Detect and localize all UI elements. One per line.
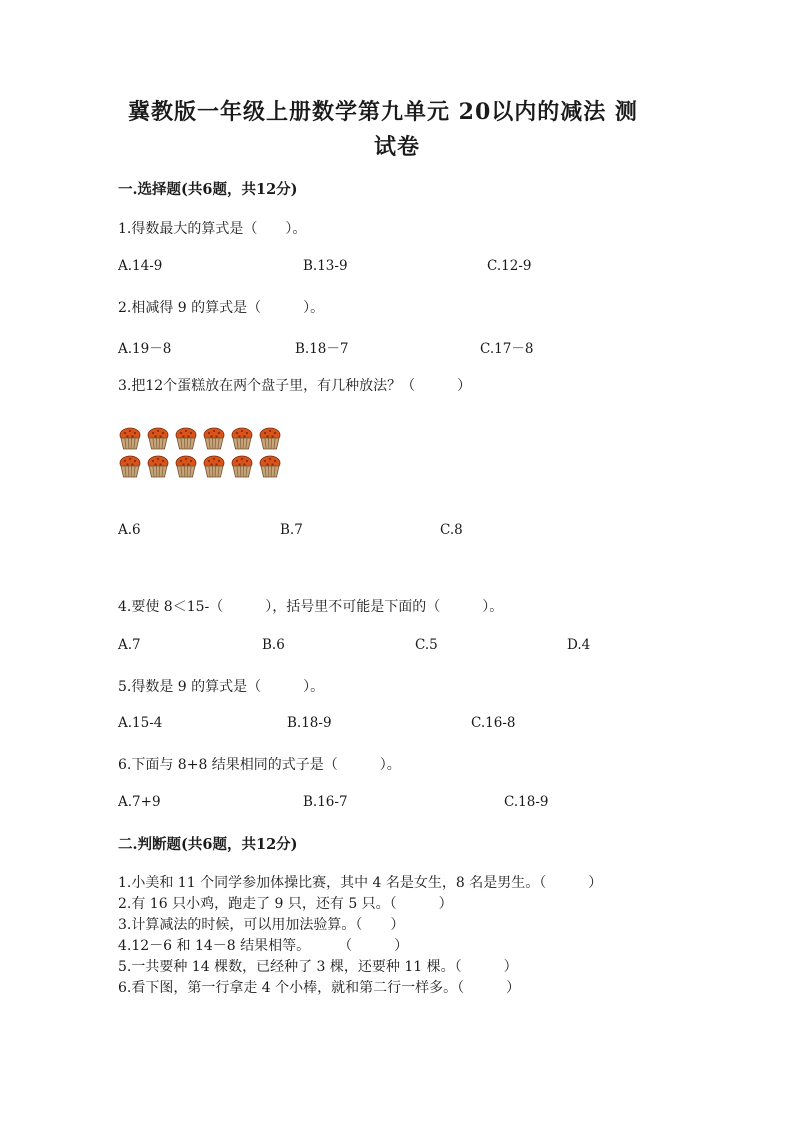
question-3: 3.把12个蛋糕放在两个盘子里，有几种放法？（ ） <box>118 378 472 394</box>
judgement-item-1: 1.小美和 11 个同学参加体操比赛，其中 4 名是女生，8 名是男生。（ ） <box>118 875 603 891</box>
cupcake-icon <box>202 454 226 478</box>
q6-option-c: C.18-9 <box>504 794 549 810</box>
q5-option-a: A.15-4 <box>118 715 163 731</box>
cupcake-icon <box>230 426 254 450</box>
cupcake-icon <box>202 426 226 450</box>
q5-option-b: B.18-9 <box>287 715 332 731</box>
section-heading-choice: 一.选择题(共6题，共12分) <box>118 181 298 198</box>
cupcake-icon <box>146 426 170 450</box>
q4-option-d: D.4 <box>567 637 591 653</box>
document-title-line2: 试卷 <box>374 134 421 160</box>
document-title-line1: 冀教版一年级上册数学第九单元 20以内的减法 测 <box>128 99 638 125</box>
cupcake-icon <box>118 426 142 450</box>
q2-option-a: A.19－8 <box>118 341 172 357</box>
q6-option-a: A.7+9 <box>118 794 161 810</box>
question-5: 5.得数是 9 的算式是（ ）。 <box>118 679 325 695</box>
judgement-item-5: 5.一共要种 14 棵数，已经种了 3 棵，还要种 11 棵。（ ） <box>118 959 518 975</box>
q3-option-b: B.7 <box>280 522 303 538</box>
q4-option-a: A.7 <box>118 637 141 653</box>
cupcake-icon <box>230 454 254 478</box>
cupcake-icon <box>118 454 142 478</box>
q5-option-c: C.16-8 <box>471 715 516 731</box>
cupcake-icon <box>258 426 282 450</box>
q4-option-c: C.5 <box>415 637 438 653</box>
q3-option-c: C.8 <box>440 522 463 538</box>
cupcake-icon <box>146 454 170 478</box>
cupcake-figure <box>118 426 290 482</box>
question-6: 6.下面与 8+8 结果相同的式子是（ ）。 <box>118 757 401 773</box>
judgement-item-6: 6.看下图，第一行拿走 4 个小棒，就和第二行一样多。（ ） <box>118 980 521 996</box>
judgement-item-2: 2.有 16 只小鸡，跑走了 9 只，还有 5 只。（ ） <box>118 896 453 912</box>
q3-option-a: A.6 <box>118 522 141 538</box>
cupcake-icon <box>174 426 198 450</box>
q4-option-b: B.6 <box>262 637 285 653</box>
q1-option-a: A.14-9 <box>118 258 163 274</box>
section-heading-judgement: 二.判断题(共6题，共12分) <box>118 836 298 853</box>
cupcake-icon <box>258 454 282 478</box>
question-1: 1.得数最大的算式是（ ）。 <box>118 221 307 237</box>
q2-option-c: C.17－8 <box>480 341 534 357</box>
question-4: 4.要使 8＜15-（ ），括号里不可能是下面的（ ）。 <box>118 599 504 615</box>
q1-option-b: B.13-9 <box>303 258 348 274</box>
judgement-item-4: 4.12－6 和 14－8 结果相等。 （ ） <box>118 938 409 954</box>
question-2: 2.相减得 9 的算式是（ ）。 <box>118 300 325 316</box>
judgement-item-3: 3.计算减法的时候，可以用加法验算。（ ） <box>118 917 405 933</box>
q1-option-c: C.12-9 <box>487 258 532 274</box>
q2-option-b: B.18－7 <box>295 341 349 357</box>
q6-option-b: B.16-7 <box>303 794 348 810</box>
cupcake-icon <box>174 454 198 478</box>
